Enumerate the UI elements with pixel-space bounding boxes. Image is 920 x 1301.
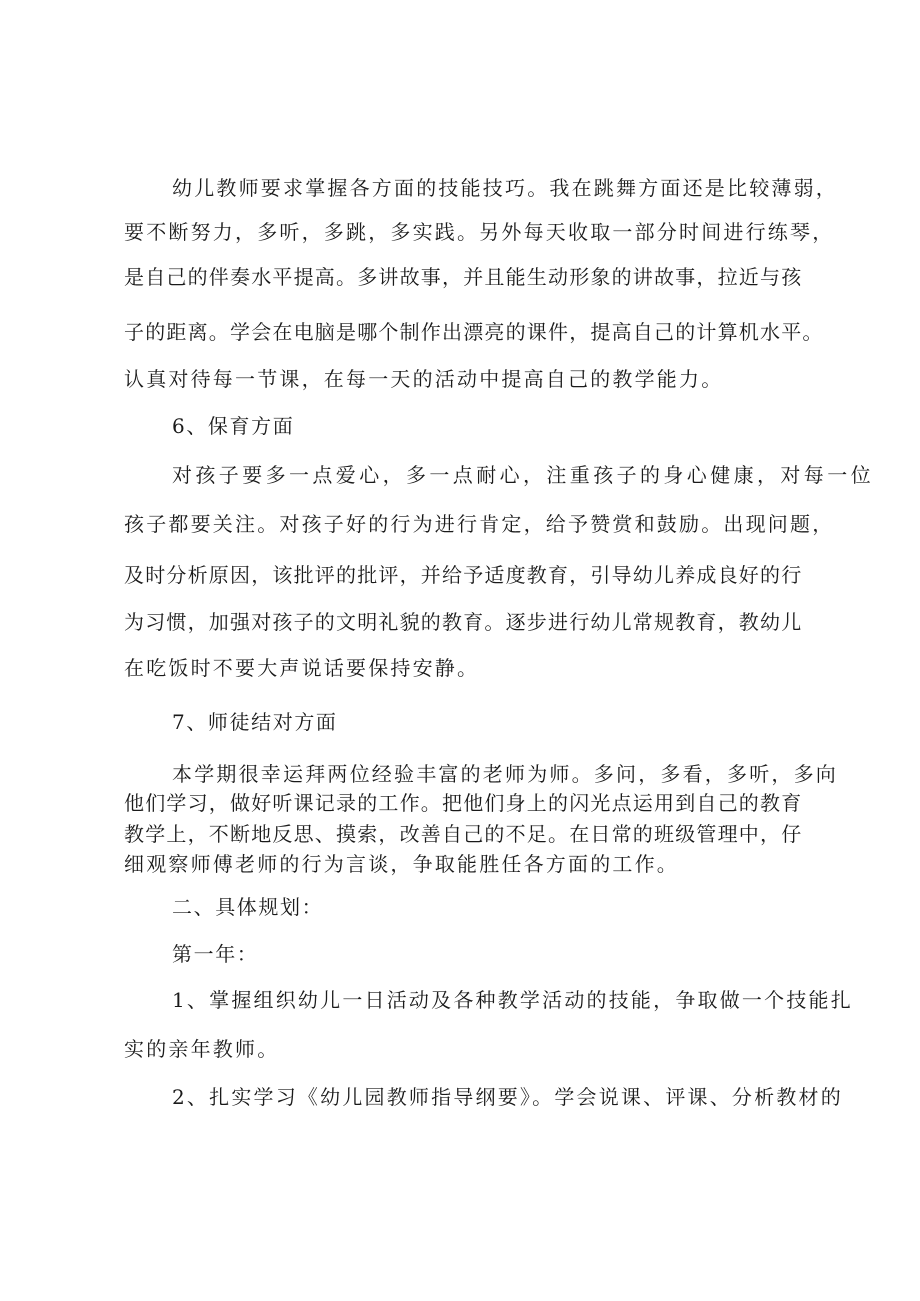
text-line: 幼儿教师要求掌握各方面的技能技巧。我在跳舞方面还是比较薄弱，: [172, 176, 838, 200]
text-line: 细观察师傅老师的行为言谈，争取能胜任各方面的工作。: [124, 852, 679, 876]
text-line: 要不断努力，多听，多跳，多实践。另外每天收取一部分时间进行练琴，: [124, 220, 835, 244]
text-line: 是自己的伴奏水平提高。多讲故事，并且能生动形象的讲故事，拉近与孩: [124, 265, 803, 289]
heading-first-year: 第一年：: [172, 942, 259, 966]
text-line: 教学上，不断地反思、摸索，改善自己的不足。在日常的班级管理中，仔: [124, 822, 803, 846]
text-line: 及时分析原因，该批评的批评，并给予适度教育，引导幼儿养成良好的行: [124, 563, 803, 587]
text-line: 2、扎实学习《幼儿园教师指导纲要》。学会说课、评课、分析教材的: [172, 1085, 843, 1109]
text-line: 对孩子要多一点爱心，多一点耐心，注重孩子的身心健康，对每一位: [172, 463, 874, 487]
heading-childcare: 6、保育方面: [172, 414, 295, 438]
text-line: 孩子都要关注。对孩子好的行为进行肯定，给予赞赏和鼓励。出现问题，: [124, 512, 835, 536]
text-line: 认真对待每一节课，在每一天的活动中提高自己的教学能力。: [124, 367, 724, 391]
text-line: 他们学习，做好听课记录的工作。把他们身上的闪光点运用到自己的教育: [124, 791, 803, 815]
text-line: 1、掌握组织幼儿一日活动及各种教学活动的技能，争取做一个技能扎: [172, 988, 853, 1012]
text-line: 子的距离。学会在电脑是哪个制作出漂亮的课件，提高自己的计算机水平。: [124, 320, 824, 344]
text-line: 实的亲年教师。: [124, 1037, 280, 1061]
text-line: 在吃饭时不要大声说话要保持安静。: [124, 656, 480, 680]
text-line: 为习惯，加强对孩子的文明礼貌的教育。逐步进行幼儿常规教育，教幼儿: [124, 610, 803, 634]
heading-specific-plan: 二、具体规划：: [172, 895, 324, 919]
text-line: 本学期很幸运拜两位经验丰富的老师为师。多问，多看，多听，多向: [172, 762, 838, 786]
heading-mentorship: 7、师徒结对方面: [172, 710, 338, 734]
